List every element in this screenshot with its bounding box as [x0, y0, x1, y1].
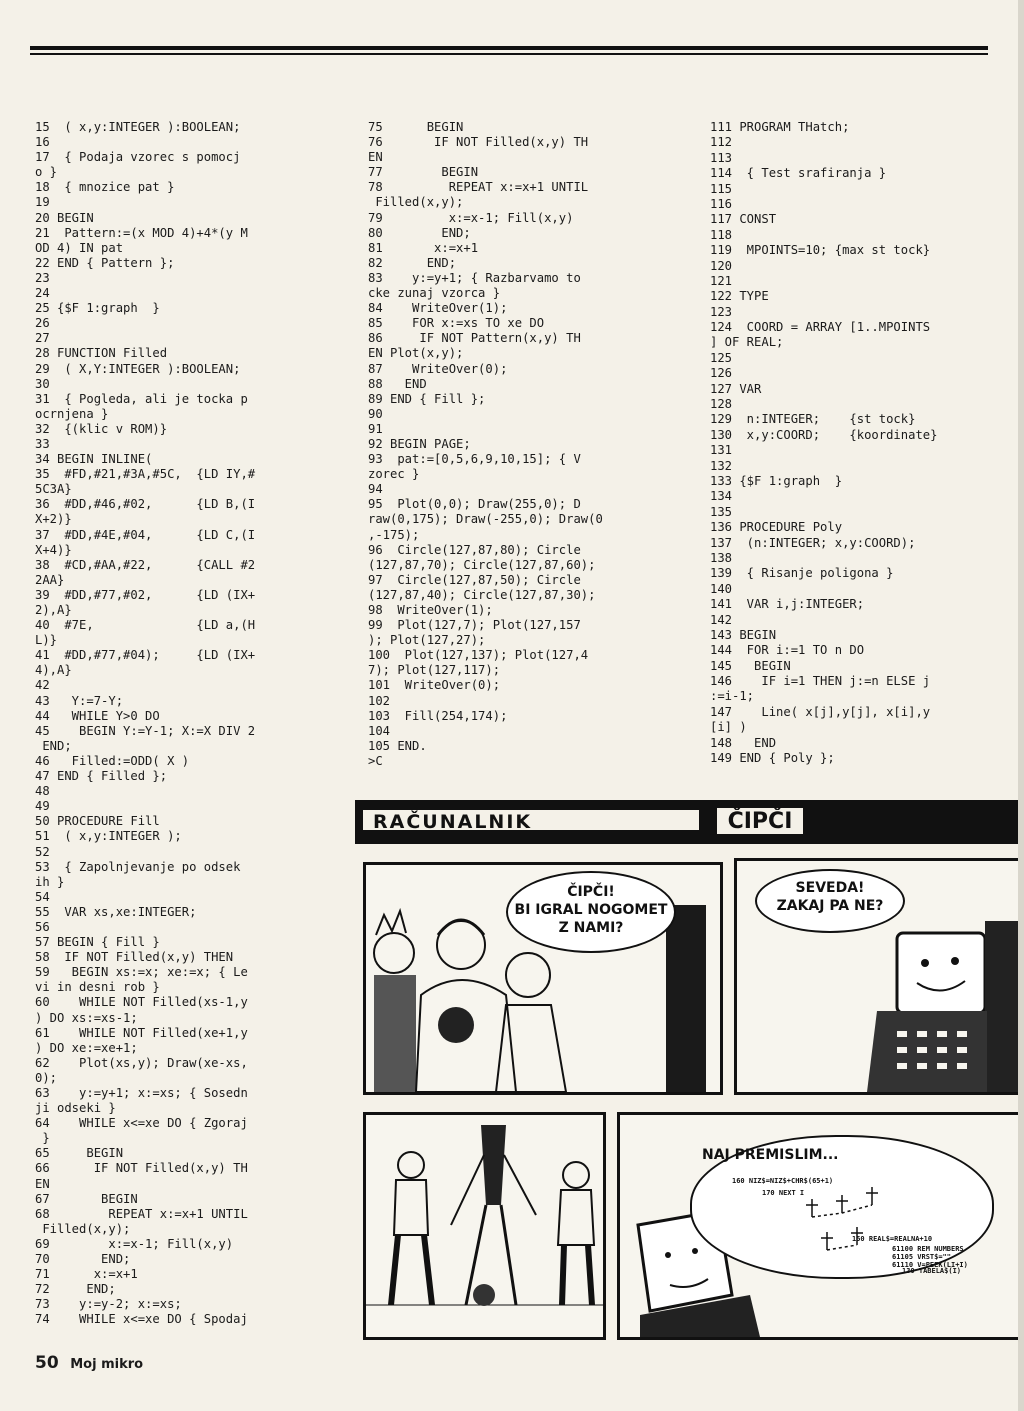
code-line: EN — [368, 150, 383, 165]
code-line: 16 — [35, 135, 50, 150]
code-line: 28 FUNCTION Filled — [35, 346, 168, 361]
code-line: 21 Pattern:=(x MOD 4)+4*(y M — [35, 225, 248, 240]
code-line: cke zunaj vzorca } — [368, 286, 501, 301]
code-line: 119 MPOINTS=10; {max st tock} — [710, 243, 931, 258]
code-line: 137 (n:INTEGER; x,y:COORD); — [710, 535, 916, 550]
code-line: 86 IF NOT Pattern(x,y) TH — [368, 331, 581, 346]
code-line: [i] ) — [710, 720, 747, 735]
comic-panel-1 — [363, 862, 723, 1095]
code-line: EN Plot(x,y); — [368, 346, 464, 361]
code-line: 111 PROGRAM THatch; — [710, 120, 850, 134]
comic-title-name: ČIPČI — [715, 806, 805, 836]
code-line: L)} — [35, 633, 58, 648]
code-line: 27 — [35, 331, 50, 346]
code-line: 7); Plot(127,117); — [368, 663, 501, 678]
code-line: 34 BEGIN INLINE( — [35, 452, 153, 467]
code-line: ,-175); — [368, 527, 420, 542]
code-line: 38 #CD,#AA,#22, {CALL #2 — [35, 557, 256, 572]
code-line: 120 — [710, 258, 733, 273]
code-line: 114 { Test srafiranja } — [710, 166, 887, 181]
code-line: 19 — [35, 195, 50, 210]
code-line: 147 Line( x[j],y[j], x[i],y — [710, 704, 931, 719]
page-footer — [35, 1353, 143, 1373]
code-line: ); Plot(127,27); — [368, 633, 486, 648]
code-line: 17 { Podaja vzorec s pomocj — [35, 150, 241, 165]
code-line: 77 BEGIN — [368, 165, 479, 180]
code-line: 146 IF i=1 THEN j:=n ELSE j — [710, 674, 931, 689]
code-line: 115 — [710, 181, 733, 196]
code-line: 140 — [710, 581, 733, 596]
thought-code-6: 61110 V=PEEK(LI+I) — [892, 1261, 968, 1269]
code-line: 44 WHILE Y>0 DO — [35, 708, 160, 723]
code-line: 78 REPEAT x:=x+1 UNTIL — [368, 180, 589, 195]
code-line: 123 — [710, 304, 733, 319]
code-line: 54 — [35, 889, 50, 904]
code-line: 71 x:=x+1 — [35, 1267, 138, 1282]
code-line: 136 PROCEDURE Poly — [710, 520, 843, 535]
code-line: 131 — [710, 443, 733, 458]
code-line: (127,87,70); Circle(127,87,60); — [368, 557, 596, 572]
code-line: 33 — [35, 436, 50, 451]
code-line: 138 — [710, 550, 733, 565]
comic-panel-4 — [617, 1112, 1024, 1340]
code-line: 24 — [35, 286, 50, 301]
bubble2-line-1: SEVEDA! — [795, 880, 865, 896]
code-line: 90 — [368, 406, 383, 421]
comic-strip — [355, 796, 1024, 1346]
code-line: 63 y:=y+1; x:=xs; { Sosedn — [35, 1086, 248, 1100]
thought-code-1: 160 NIZ$=NIZ$+CHR$(65+1) — [732, 1177, 834, 1185]
code-line: 50 PROCEDURE Fill — [35, 814, 160, 829]
code-line: ) DO xe:=xe+1; — [35, 1040, 138, 1055]
code-line: 72 END; — [35, 1282, 116, 1297]
code-line: :=i-1; — [710, 689, 755, 704]
code-line: (127,87,40); Circle(127,87,30); — [368, 587, 596, 602]
code-line: zorec } — [368, 467, 420, 482]
code-line: 134 — [710, 489, 733, 504]
code-line: 85 FOR x:=xs TO xe DO — [368, 316, 545, 331]
thought-code-3: 150 REAL$=REALNA+10 — [852, 1235, 933, 1243]
code-line: 55 VAR xs,xe:INTEGER; — [35, 904, 197, 919]
code-line: 69 x:=x-1; Fill(x,y) — [35, 1236, 234, 1251]
code-line: 67 BEGIN — [35, 1191, 138, 1206]
code-line: 60 WHILE NOT Filled(xs-1,y — [35, 995, 248, 1010]
code-line: 80 END; — [368, 225, 471, 240]
code-line: Filled(x,y); — [35, 1221, 131, 1236]
code-line: 29 ( X,Y:INTEGER ):BOOLEAN; — [35, 361, 241, 376]
bubble1-line-3: Z NAMI? — [558, 920, 624, 936]
code-line: 36 #DD,#46,#02, {LD B,(I — [35, 497, 256, 512]
code-line: 128 — [710, 397, 733, 412]
comic-panel-2 — [734, 858, 1024, 1095]
code-line: 49 — [35, 799, 50, 814]
code-line: END; — [35, 738, 72, 753]
code-line: 41 #DD,#77,#04); {LD (IX+ — [35, 648, 256, 663]
code-line: 40 #7E, {LD a,(H — [35, 618, 256, 633]
thought-code-2: 170 NEXT I — [762, 1189, 805, 1197]
code-line: 94 — [368, 482, 383, 497]
code-line: 53 { Zapolnjevanje po odsek — [35, 859, 241, 874]
code-line: 5C3A} — [35, 482, 72, 497]
code-line: 121 — [710, 273, 733, 288]
code-line: X+2)} — [35, 512, 72, 527]
code-line: 58 IF NOT Filled(x,y) THEN — [35, 950, 234, 965]
code-line: 122 TYPE — [710, 289, 769, 304]
code-line: 89 END { Fill }; — [368, 391, 486, 406]
code-line: 99 Plot(127,7); Plot(127,157 — [368, 618, 581, 633]
code-line: 142 — [710, 612, 733, 627]
comic-title: RAČUNALNIK — [361, 808, 701, 832]
code-line: 97 Circle(127,87,50); Circle — [368, 572, 581, 587]
code-line: ] OF REAL; — [710, 335, 784, 350]
code-line: } — [35, 1131, 50, 1146]
code-line: ji odseki } — [35, 1101, 116, 1116]
code-line: vi in desni rob } — [35, 980, 160, 995]
code-line: 76 IF NOT Filled(x,y) TH — [368, 135, 589, 150]
page-edge — [1018, 0, 1024, 1411]
code-line: 93 pat:=[0,5,6,9,10,15]; { V — [368, 452, 581, 467]
code-line: 88 END — [368, 376, 427, 391]
code-line: 91 — [368, 421, 383, 436]
code-line: 102 — [368, 693, 391, 708]
code-line: 135 — [710, 504, 733, 519]
code-line: 82 END; — [368, 255, 457, 270]
code-line: 126 — [710, 366, 733, 381]
code-line: 101 WriteOver(0); — [368, 678, 501, 693]
code-line: 149 END { Poly }; — [710, 751, 835, 766]
code-line: 62 Plot(xs,y); Draw(xe-xs, — [35, 1055, 248, 1070]
code-line: Filled(x,y); — [368, 195, 464, 210]
code-line: 2),A} — [35, 603, 72, 617]
code-line: 47 END { Filled }; — [35, 769, 168, 784]
code-line: 133 {$F 1:graph } — [710, 473, 843, 488]
code-line: 118 — [710, 227, 733, 242]
panel-3-drawing — [366, 1115, 603, 1337]
bubble1-line-2: BI IGRAL NOGOMET — [514, 902, 668, 918]
thought-code-4: 61100 REM NUMBERS — [892, 1245, 964, 1253]
bubble1-line-1: ČIPČI! — [567, 884, 615, 900]
code-line: 144 FOR i:=1 TO n DO — [710, 643, 865, 658]
code-line: OD 4) IN pat — [35, 240, 124, 255]
top-rule-thin — [30, 53, 988, 55]
code-line: 48 — [35, 784, 50, 799]
code-line: 96 Circle(127,87,80); Circle — [368, 542, 581, 557]
code-line: 141 VAR i,j:INTEGER; — [710, 597, 865, 612]
code-line: 23 — [35, 270, 50, 285]
code-line: 75 BEGIN — [368, 120, 464, 134]
code-line: 116 — [710, 196, 733, 211]
page-number: 50 — [35, 1353, 59, 1373]
code-line: 22 END { Pattern }; — [35, 255, 175, 270]
magazine-name: Moj mikro — [70, 1357, 144, 1372]
code-line: X+4)} — [35, 542, 72, 557]
code-line: 56 — [35, 919, 50, 934]
code-line: 46 Filled:=ODD( X ) — [35, 753, 190, 768]
code-line: 129 n:INTEGER; {st tock} — [710, 412, 916, 427]
code-line: ocrnjena } — [35, 406, 109, 421]
speech-bubble-1 — [506, 871, 676, 953]
code-line: 113 — [710, 150, 733, 165]
code-line: 132 — [710, 458, 733, 473]
code-line: 148 END — [710, 735, 777, 750]
code-line: 45 BEGIN Y:=Y-1; X:=X DIV 2 — [35, 723, 256, 738]
code-column-3 — [710, 120, 1010, 766]
code-line: 64 WHILE x<=xe DO { Zgoraj — [35, 1116, 248, 1131]
code-line: 145 BEGIN — [710, 658, 791, 673]
code-line: 70 END; — [35, 1252, 131, 1267]
code-line: 18 { mnozice pat } — [35, 180, 175, 195]
code-line: 100 Plot(127,137); Plot(127,4 — [368, 648, 589, 663]
code-line: 61 WHILE NOT Filled(xe+1,y — [35, 1025, 248, 1040]
code-line: 51 ( x,y:INTEGER ); — [35, 829, 182, 844]
code-line: 30 — [35, 376, 50, 391]
code-line: 112 — [710, 135, 733, 150]
code-line: 59 BEGIN xs:=x; xe:=x; { Le — [35, 965, 248, 980]
code-line: o } — [35, 165, 58, 180]
code-line: 68 REPEAT x:=x+1 UNTIL — [35, 1206, 248, 1221]
code-line: 84 WriteOver(1); — [368, 301, 508, 316]
code-line: >C — [368, 753, 383, 768]
code-line: 87 WriteOver(0); — [368, 361, 508, 376]
code-line: 103 Fill(254,174); — [368, 708, 508, 723]
code-line: 104 — [368, 723, 391, 738]
thought-bubble — [690, 1135, 994, 1279]
code-line: 26 — [35, 316, 50, 331]
code-line: 37 #DD,#4E,#04, {LD C,(I — [35, 527, 256, 542]
code-line: 4),A} — [35, 663, 72, 678]
code-line: 20 BEGIN — [35, 210, 94, 225]
thought-code-5: 61105 VRST$="" — [892, 1253, 952, 1261]
speech-bubble-2 — [755, 869, 905, 933]
code-line: raw(0,175); Draw(-255,0); Draw(0 — [368, 512, 603, 527]
code-line: 52 — [35, 844, 50, 859]
code-line: 39 #DD,#77,#02, {LD (IX+ — [35, 587, 256, 602]
code-line: 143 BEGIN — [710, 627, 777, 642]
code-line: 81 x:=x+1 — [368, 240, 479, 255]
code-line: 43 Y:=7-Y; — [35, 693, 124, 708]
code-line: 25 {$F 1:graph } — [35, 301, 160, 316]
code-line: 2AA} — [35, 572, 65, 587]
code-line: 95 Plot(0,0); Draw(255,0); D — [368, 497, 581, 512]
code-line: 35 #FD,#21,#3A,#5C, {LD IY,# — [35, 467, 256, 482]
code-line: 74 WHILE x<=xe DO { Spodaj — [35, 1312, 248, 1327]
code-line: 127 VAR — [710, 381, 762, 396]
code-line: ih } — [35, 874, 65, 889]
code-line: 83 y:=y+1; { Razbarvamo to — [368, 270, 581, 285]
bubble2-line-2: ZAKAJ PA NE? — [776, 898, 884, 914]
thought-title: NAJ PREMISLIM... — [702, 1147, 839, 1163]
code-line: 31 { Pogleda, ali je tocka p — [35, 391, 248, 406]
code-line: 42 — [35, 678, 50, 693]
code-line: 130 x,y:COORD; {koordinate} — [710, 427, 938, 442]
code-line: 65 BEGIN — [35, 1146, 124, 1161]
code-line: 57 BEGIN { Fill } — [35, 935, 160, 950]
code-line: 98 WriteOver(1); — [368, 603, 493, 617]
code-line: 125 — [710, 350, 733, 365]
code-line: 32 {(klic v ROM)} — [35, 421, 168, 436]
code-line: 105 END. — [368, 738, 427, 753]
comic-panel-3 — [363, 1112, 606, 1340]
code-line: ) DO xs:=xs-1; — [35, 1010, 138, 1025]
top-rule — [30, 46, 988, 50]
code-line: 15 ( x,y:INTEGER ):BOOLEAN; — [35, 120, 241, 134]
code-line: 124 COORD = ARRAY [1..MPOINTS — [710, 320, 931, 335]
thought-code-7: 130 TABELA$(I) — [902, 1267, 962, 1275]
code-column-2 — [368, 120, 668, 769]
code-line: 73 y:=y-2; x:=xs; — [35, 1297, 182, 1312]
code-line: 92 BEGIN PAGE; — [368, 436, 471, 451]
code-line: 0); — [35, 1070, 58, 1085]
code-line: 66 IF NOT Filled(x,y) TH — [35, 1161, 248, 1176]
code-line: 139 { Risanje poligona } — [710, 566, 894, 581]
code-column-1 — [35, 120, 335, 1328]
code-line: EN — [35, 1176, 50, 1191]
code-line: 79 x:=x-1; Fill(x,y) — [368, 210, 574, 225]
code-line: 117 CONST — [710, 212, 777, 227]
